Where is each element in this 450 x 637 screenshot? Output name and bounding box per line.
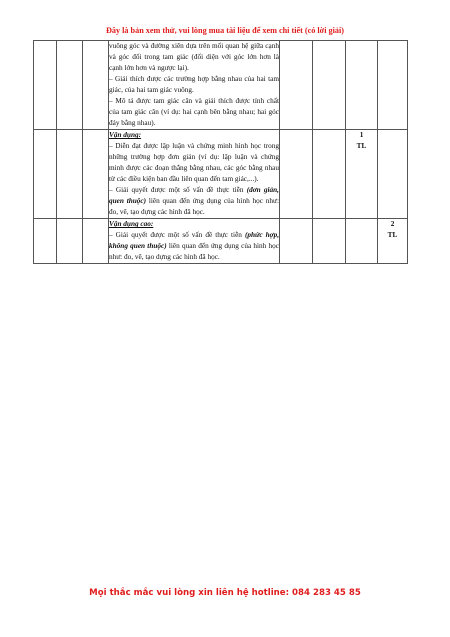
question-type: TL: [387, 231, 398, 240]
question-count-cell: [346, 130, 378, 219]
empty-cell: [83, 219, 109, 264]
empty-cell: [313, 219, 346, 264]
question-type: TL: [356, 142, 367, 151]
requirement-text: – Giải thích được các trường hợp bằng nhau của hai tam giác, của hai tam giác vuông.: [109, 75, 279, 95]
empty-cell: [83, 130, 109, 219]
question-count: 1: [359, 131, 364, 140]
requirement-cell: [109, 41, 280, 130]
empty-cell: [378, 130, 408, 219]
empty-cell: [280, 41, 313, 130]
empty-cell: [313, 130, 346, 219]
empty-cell: [346, 41, 378, 130]
requirement-cell: [109, 219, 280, 264]
empty-cell: [57, 219, 83, 264]
empty-cell: [280, 219, 313, 264]
empty-cell: [313, 41, 346, 130]
specification-table: [33, 40, 408, 264]
table-row: [34, 41, 408, 130]
empty-cell: [280, 130, 313, 219]
preview-notice: Đây là bản xem thử, vui lòng mua tài liệu để xem chi tiết (có lời giải): [105, 26, 344, 35]
empty-cell: [34, 41, 57, 130]
empty-cell: [346, 219, 378, 264]
hotline-notice: Mọi thắc mắc vui lòng xin liên hệ hotline: 084 283 45 85: [89, 588, 361, 598]
requirement-text: – Diễn đạt được lập luận và chứng minh hình học trong những trường hợp đơn giản (ví dụ: lập luận và chứng minh được các đoạn thẳng bằng nhau, các góc bằng nhau từ các điều kiện ban đầu liên quan đến tam giác,...).: [109, 142, 279, 184]
empty-cell: [57, 41, 83, 130]
table-row: [34, 219, 408, 264]
question-count-cell: [378, 219, 408, 264]
table-row: [34, 130, 408, 219]
level-heading: Vận dụng cao:: [109, 220, 154, 229]
question-count: 2: [390, 220, 395, 229]
emphasis-text: (phức hợp, không quen thuộc): [109, 231, 280, 251]
empty-cell: [83, 41, 109, 130]
requirement-text: – Giải quyết được một số vấn đề thực tiễn (phức hợp, không quen thuộc) liên quan đến ứng dụng của hình học như: đo, vẽ, tạo dựng các hình đã học.: [109, 231, 280, 262]
requirement-cell: [109, 130, 280, 219]
empty-cell: [378, 41, 408, 130]
empty-cell: [34, 130, 57, 219]
requirement-text: – Giải quyết được một số vấn đề thực tiễn (đơn giản, quen thuộc) liên quan đến ứng dụng của hình học như: đo, vẽ, tạo dựng các hình đã học.: [109, 186, 279, 217]
requirement-text: – Mô tả được tam giác cân và giải thích được tính chất của tam giác cân (ví dụ: hai cạnh bên bằng nhau; hai góc đáy bằng nhau).: [109, 97, 279, 128]
empty-cell: [34, 219, 57, 264]
level-heading: Vận dụng:: [109, 131, 142, 140]
requirement-text: vuông góc và đường xiên dựa trên mối quan hệ giữa cạnh và góc đối trong tam giác (đối diện với góc lớn hơn là cạnh lớn hơn và ngược lại).: [109, 42, 279, 73]
empty-cell: [57, 130, 83, 219]
emphasis-text: (đơn giản, quen thuộc): [109, 186, 279, 206]
